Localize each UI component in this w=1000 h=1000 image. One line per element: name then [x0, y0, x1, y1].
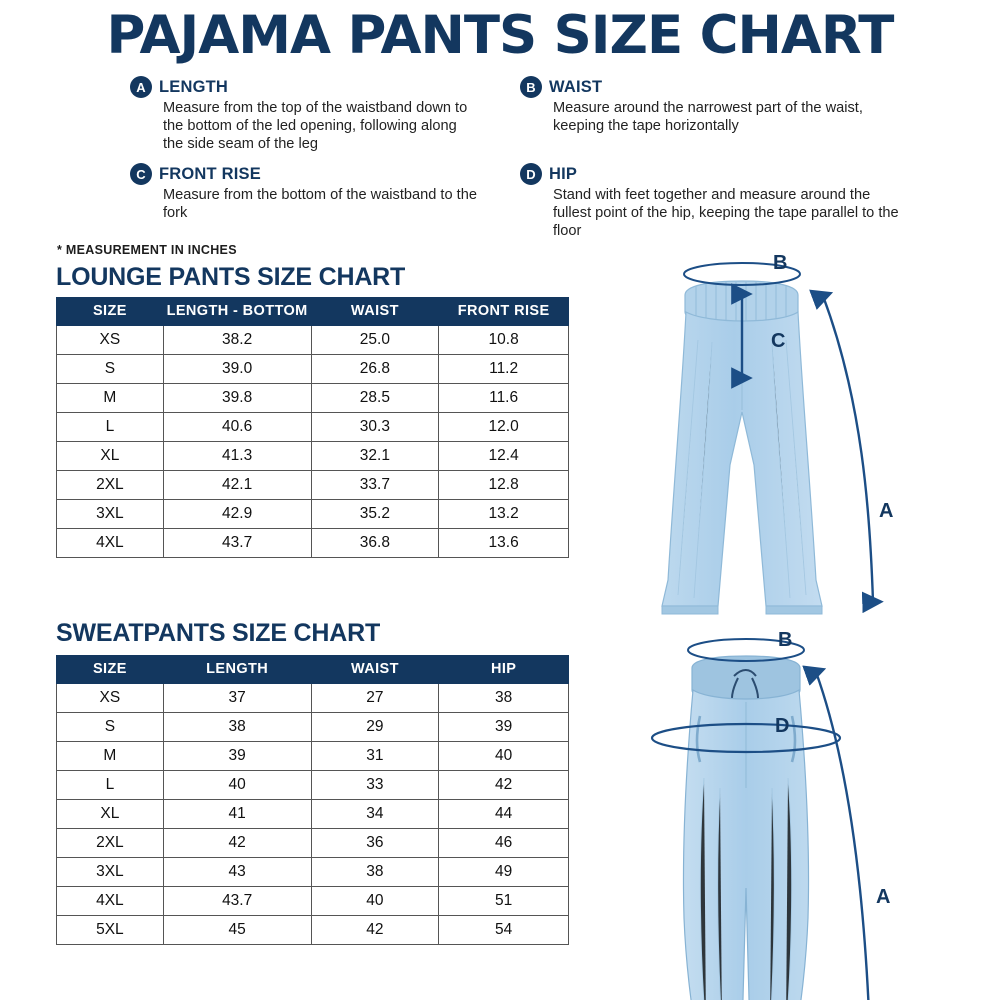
cell-waist: 42 [311, 916, 439, 945]
legend-title: FRONT RISE [159, 164, 261, 183]
cell-size: 2XL [57, 829, 164, 858]
cell-front-rise: 11.2 [439, 355, 569, 384]
cell-front-rise: 10.8 [439, 326, 569, 355]
legend-title: HIP [549, 164, 578, 183]
table-row [57, 413, 569, 442]
table-row [57, 916, 569, 945]
cell-front-rise: 12.4 [439, 442, 569, 471]
cell-size: 5XL [57, 916, 164, 945]
cell-size: S [57, 355, 164, 384]
table-row [57, 771, 569, 800]
cell-hip: 38 [439, 684, 569, 713]
table-row [57, 384, 569, 413]
cell-waist: 27 [311, 684, 439, 713]
cell-size: S [57, 713, 164, 742]
badge-b-icon: B [520, 76, 542, 98]
table-row [57, 829, 569, 858]
table-row [57, 355, 569, 384]
cell-size: L [57, 771, 164, 800]
cell-size: 2XL [57, 471, 164, 500]
cell-length: 43 [163, 858, 311, 887]
cell-length: 43.7 [163, 529, 311, 558]
cell-length: 38.2 [163, 326, 311, 355]
column-header: FRONT RISE [439, 298, 569, 326]
cell-hip: 46 [439, 829, 569, 858]
cell-length: 41.3 [163, 442, 311, 471]
column-header: HIP [439, 656, 569, 684]
cell-waist: 36.8 [311, 529, 439, 558]
label-b-sweatpants: B [778, 629, 793, 651]
table-header-row [57, 656, 569, 684]
legend-item-waist [520, 76, 900, 135]
cell-length: 40 [163, 771, 311, 800]
column-header: LENGTH [163, 656, 311, 684]
cell-waist: 35.2 [311, 500, 439, 529]
cell-hip: 39 [439, 713, 569, 742]
cell-size: 3XL [57, 858, 164, 887]
cell-length: 39.8 [163, 384, 311, 413]
table-row [57, 800, 569, 829]
table-row [57, 713, 569, 742]
cell-front-rise: 13.6 [439, 529, 569, 558]
cell-hip: 44 [439, 800, 569, 829]
lounge-pants-heading: LOUNGE PANTS SIZE CHART [56, 263, 406, 291]
column-header: LENGTH - BOTTOM [163, 298, 311, 326]
cell-size: XS [57, 326, 164, 355]
table-row [57, 858, 569, 887]
table-row [57, 887, 569, 916]
cell-waist: 33 [311, 771, 439, 800]
legend-body: Measure from the top of the waistband down to the bottom of the led opening, following along the side seam of the leg [163, 100, 468, 153]
cell-length: 40.6 [163, 413, 311, 442]
cell-size: L [57, 413, 164, 442]
legend-head [130, 163, 480, 185]
cell-front-rise: 11.6 [439, 384, 569, 413]
table-row [57, 500, 569, 529]
lounge-pants-diagram [662, 263, 873, 614]
cell-waist: 26.8 [311, 355, 439, 384]
cell-waist: 29 [311, 713, 439, 742]
cell-length: 41 [163, 800, 311, 829]
cell-front-rise: 12.0 [439, 413, 569, 442]
legend-body: Stand with feet together and measure around the fullest point of the hip, keeping the tape parallel to the floor [553, 187, 899, 240]
cell-length: 38 [163, 713, 311, 742]
label-b-lounge: B [773, 252, 788, 274]
cell-waist: 32.1 [311, 442, 439, 471]
cell-waist: 34 [311, 800, 439, 829]
cell-length: 39.0 [163, 355, 311, 384]
cell-hip: 51 [439, 887, 569, 916]
legend-item-length [130, 76, 480, 154]
table-row [57, 529, 569, 558]
label-c-lounge: C [771, 330, 786, 352]
legend-body: Measure from the bottom of the waistband to the fork [163, 187, 477, 222]
legend-title: LENGTH [159, 77, 229, 96]
legend-head [520, 76, 900, 98]
legend-head [130, 76, 480, 98]
cell-length: 43.7 [163, 887, 311, 916]
cell-size: 4XL [57, 529, 164, 558]
pants-illustrations-svg [630, 250, 1000, 1000]
table-header-row [57, 298, 569, 326]
cell-length: 42.9 [163, 500, 311, 529]
column-header: WAIST [311, 298, 439, 326]
sweatpants-diagram [652, 639, 870, 1000]
cell-waist: 30.3 [311, 413, 439, 442]
table-row [57, 471, 569, 500]
cell-size: 4XL [57, 887, 164, 916]
page-title: PAJAMA PANTS SIZE CHART [106, 5, 894, 66]
sweatpants-size-table [56, 655, 569, 945]
cell-hip: 49 [439, 858, 569, 887]
cell-waist: 25.0 [311, 326, 439, 355]
column-header: SIZE [57, 298, 164, 326]
cell-waist: 38 [311, 858, 439, 887]
cell-size: XS [57, 684, 164, 713]
cell-length: 39 [163, 742, 311, 771]
lounge-pants-size-table [56, 297, 569, 558]
cell-length: 42 [163, 829, 311, 858]
label-d-sweatpants: D [775, 715, 790, 737]
cell-size: XL [57, 442, 164, 471]
cell-waist: 36 [311, 829, 439, 858]
legend-title: WAIST [549, 77, 603, 96]
cell-waist: 31 [311, 742, 439, 771]
cell-size: XL [57, 800, 164, 829]
legend-body: Measure around the narrowest part of the waist, keeping the tape horizontally [553, 100, 863, 135]
table-row [57, 442, 569, 471]
cell-front-rise: 13.2 [439, 500, 569, 529]
column-header: WAIST [311, 656, 439, 684]
cell-waist: 33.7 [311, 471, 439, 500]
cell-length: 37 [163, 684, 311, 713]
badge-a-icon: A [130, 76, 152, 98]
cell-length: 45 [163, 916, 311, 945]
cell-waist: 28.5 [311, 384, 439, 413]
table-row [57, 742, 569, 771]
cell-size: M [57, 742, 164, 771]
cell-hip: 40 [439, 742, 569, 771]
cell-hip: 54 [439, 916, 569, 945]
cell-hip: 42 [439, 771, 569, 800]
cell-size: M [57, 384, 164, 413]
badge-d-icon: D [520, 163, 542, 185]
cell-size: 3XL [57, 500, 164, 529]
legend-head [520, 163, 910, 185]
measurement-unit-note: * MEASUREMENT IN INCHES [57, 243, 237, 257]
label-a-sweatpants: A [876, 886, 891, 908]
table-row [57, 326, 569, 355]
cell-front-rise: 12.8 [439, 471, 569, 500]
label-a-lounge: A [879, 500, 894, 522]
cell-length: 42.1 [163, 471, 311, 500]
badge-c-icon: C [130, 163, 152, 185]
cell-waist: 40 [311, 887, 439, 916]
legend-item-front-rise [130, 163, 480, 222]
column-header: SIZE [57, 656, 164, 684]
sweatpants-heading: SWEATPANTS SIZE CHART [56, 619, 381, 647]
illustrations [630, 250, 1000, 1000]
table-row [57, 684, 569, 713]
legend-item-hip [520, 163, 910, 241]
